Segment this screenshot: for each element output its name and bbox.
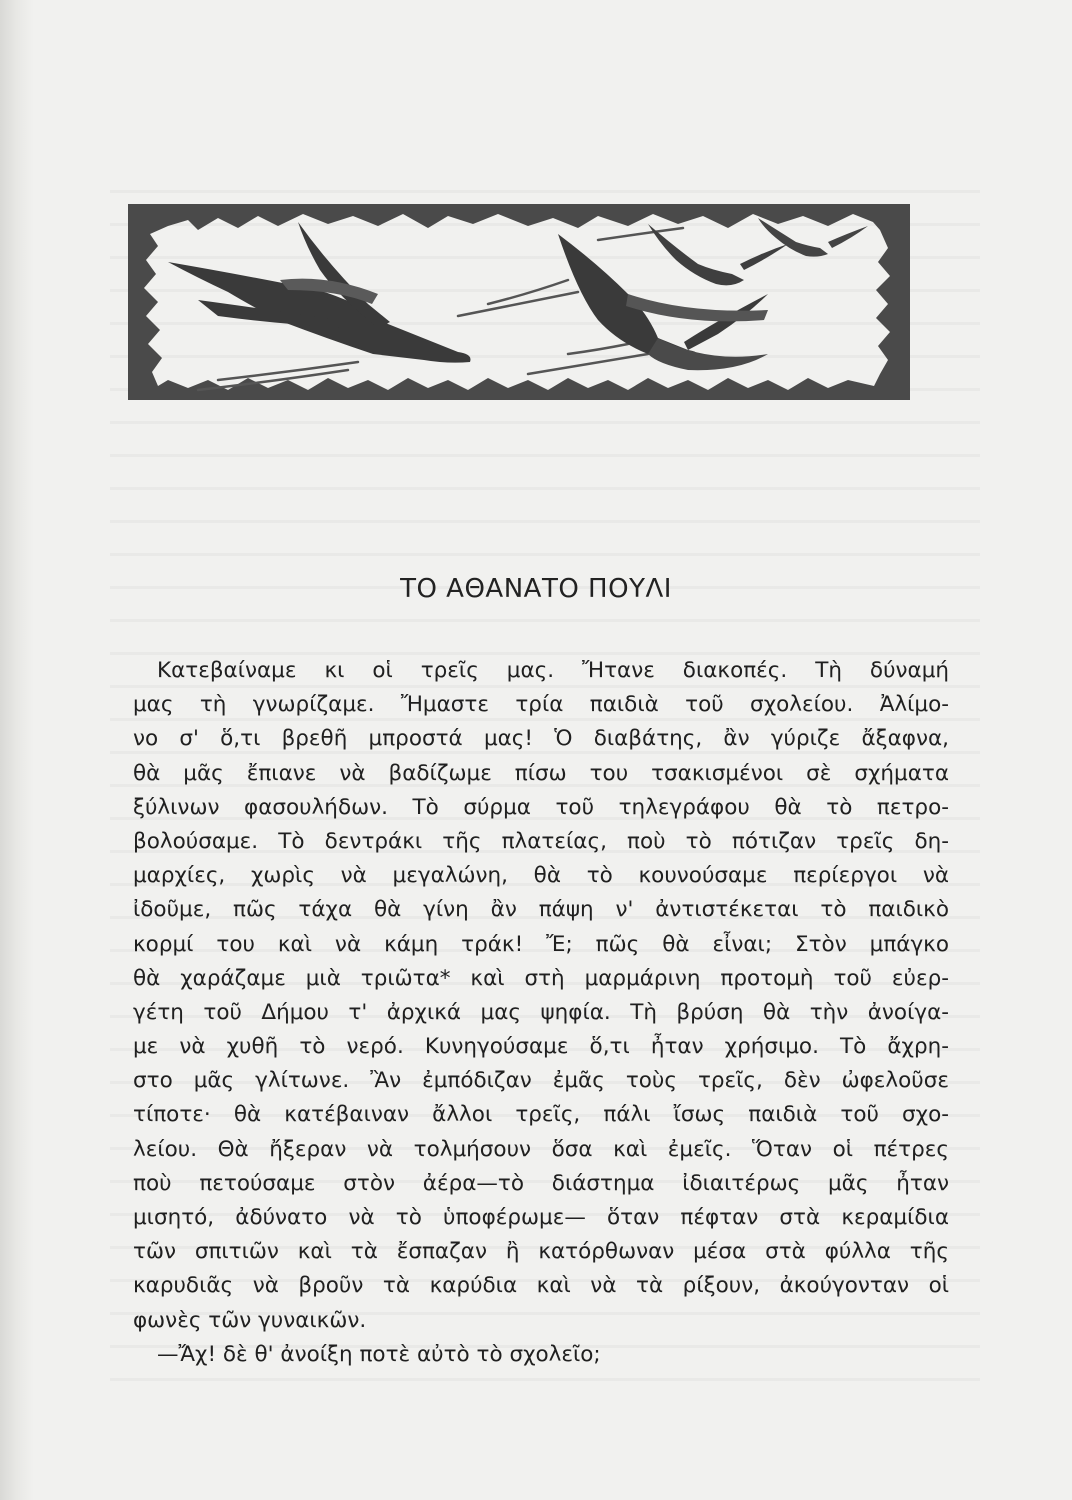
paragraph-line: στο μᾶς γλίτωνε. Ἂν ἐμπόδιζαν ἐμᾶς τοὺς τρεῖς, δὲν ὠφελοῦσε (133, 1068, 949, 1094)
paragraph-line: τῶν σπιτιῶν καὶ τὰ ἔσπαζαν ἢ κατόρθωναν μέσα στὰ φύλλα τῆς (133, 1239, 949, 1265)
paragraph-line: ξύλινων φασουλήδων. Τὸ σύρμα τοῦ τηλεγράφου θὰ τὸ πετρο- (133, 794, 949, 820)
paragraph-line: θὰ μᾶς ἔπιανε νὰ βαδίζωμε πίσω του τσακισμένοι σὲ σχήματα (133, 760, 949, 786)
story-paragraph (133, 654, 949, 1372)
paragraph-line: γέτη τοῦ Δήμου τ' ἀρχικά μας ψηφία. Τὴ βρύση θὰ τὴν ἀνοίγα- (133, 999, 949, 1025)
dialogue-line: —Ἄχ! δὲ θ' ἀνοίξη ποτὲ αὐτὸ τὸ σχολεῖο; (157, 1341, 601, 1367)
paragraph-line: λείου. Θὰ ἤξεραν νὰ τολμήσουν ὅσα καὶ ἐμεῖς. Ὅταν οἱ πέτρες (133, 1136, 949, 1162)
paragraph-line: ποὺ πετούσαμε στὸν ἀέρα—τὸ διάστημα ἰδιαιτέρως μᾶς ἦταν (133, 1170, 949, 1196)
paragraph-line: νο σ' ὅ,τι βρεθῆ μπροστά μας! Ὁ διαβάτης, ἂν γύριζε ἄξαφνα, (133, 726, 949, 752)
paragraph-line: καρυδιᾶς νὰ βροῦν τὰ καρύδια καὶ νὰ τὰ ρίξουν, ἀκούγονταν οἱ (133, 1273, 949, 1299)
chapter-title: ΤΟ ΑΘΑΝΑΤΟ ΠΟΥΛΙ (400, 574, 672, 604)
paragraph-line: με νὰ χυθῆ τὸ νερό. Κυνηγούσαμε ὅ,τι ἦταν χρήσιμο. Τὸ ἄχρη- (133, 1034, 949, 1060)
paragraph-line: μισητό, ἀδύνατο νὰ τὸ ὑποφέρωμε— ὅταν πέφταν στὰ κεραμίδια (133, 1205, 949, 1230)
paragraph-line: ἰδοῦμε, πῶς τάχα θὰ γίνη ἂν πάψη ν' ἀντιστέκεται τὸ παιδικὸ (133, 897, 949, 923)
paragraph-line: βολούσαμε. Τὸ δεντράκι τῆς πλατείας, ποὺ τὸ πότιζαν τρεῖς δη- (133, 828, 949, 854)
swallows-woodcut-illustration (128, 204, 910, 400)
page-spine-shadow (0, 0, 34, 1500)
paragraph-line: θὰ χαράζαμε μιὰ τριῶτα* καὶ στὴ μαρμάρινη προτομὴ τοῦ εὐερ- (133, 965, 949, 991)
swallows-woodcut-icon (128, 204, 910, 400)
paragraph-line: Κατεβαίναμε κι οἱ τρεῖς μας. Ἤτανε διακοπές. Τὴ δύναμή (157, 658, 949, 683)
paragraph-line: μας τὴ γνωρίζαμε. Ἤμαστε τρία παιδιὰ τοῦ σχολείου. Ἀλίμο- (133, 692, 949, 718)
paragraph-line: φωνὲς τῶν γυναικῶν. (133, 1307, 367, 1333)
paragraph-line: κορμί του καὶ νὰ κάμη τράκ! Ἔ; πῶς θὰ εἶναι; Στὸν μπάγκο (133, 931, 949, 957)
paragraph-line: μαρχίες, χωρὶς νὰ μεγαλώνη, θὰ τὸ κουνούσαμε περίεργοι νὰ (133, 863, 949, 889)
paragraph-line: τίποτε· θὰ κατέβαιναν ἄλλοι τρεῖς, πάλι ἴσως παιδιὰ τοῦ σχο- (133, 1102, 949, 1128)
